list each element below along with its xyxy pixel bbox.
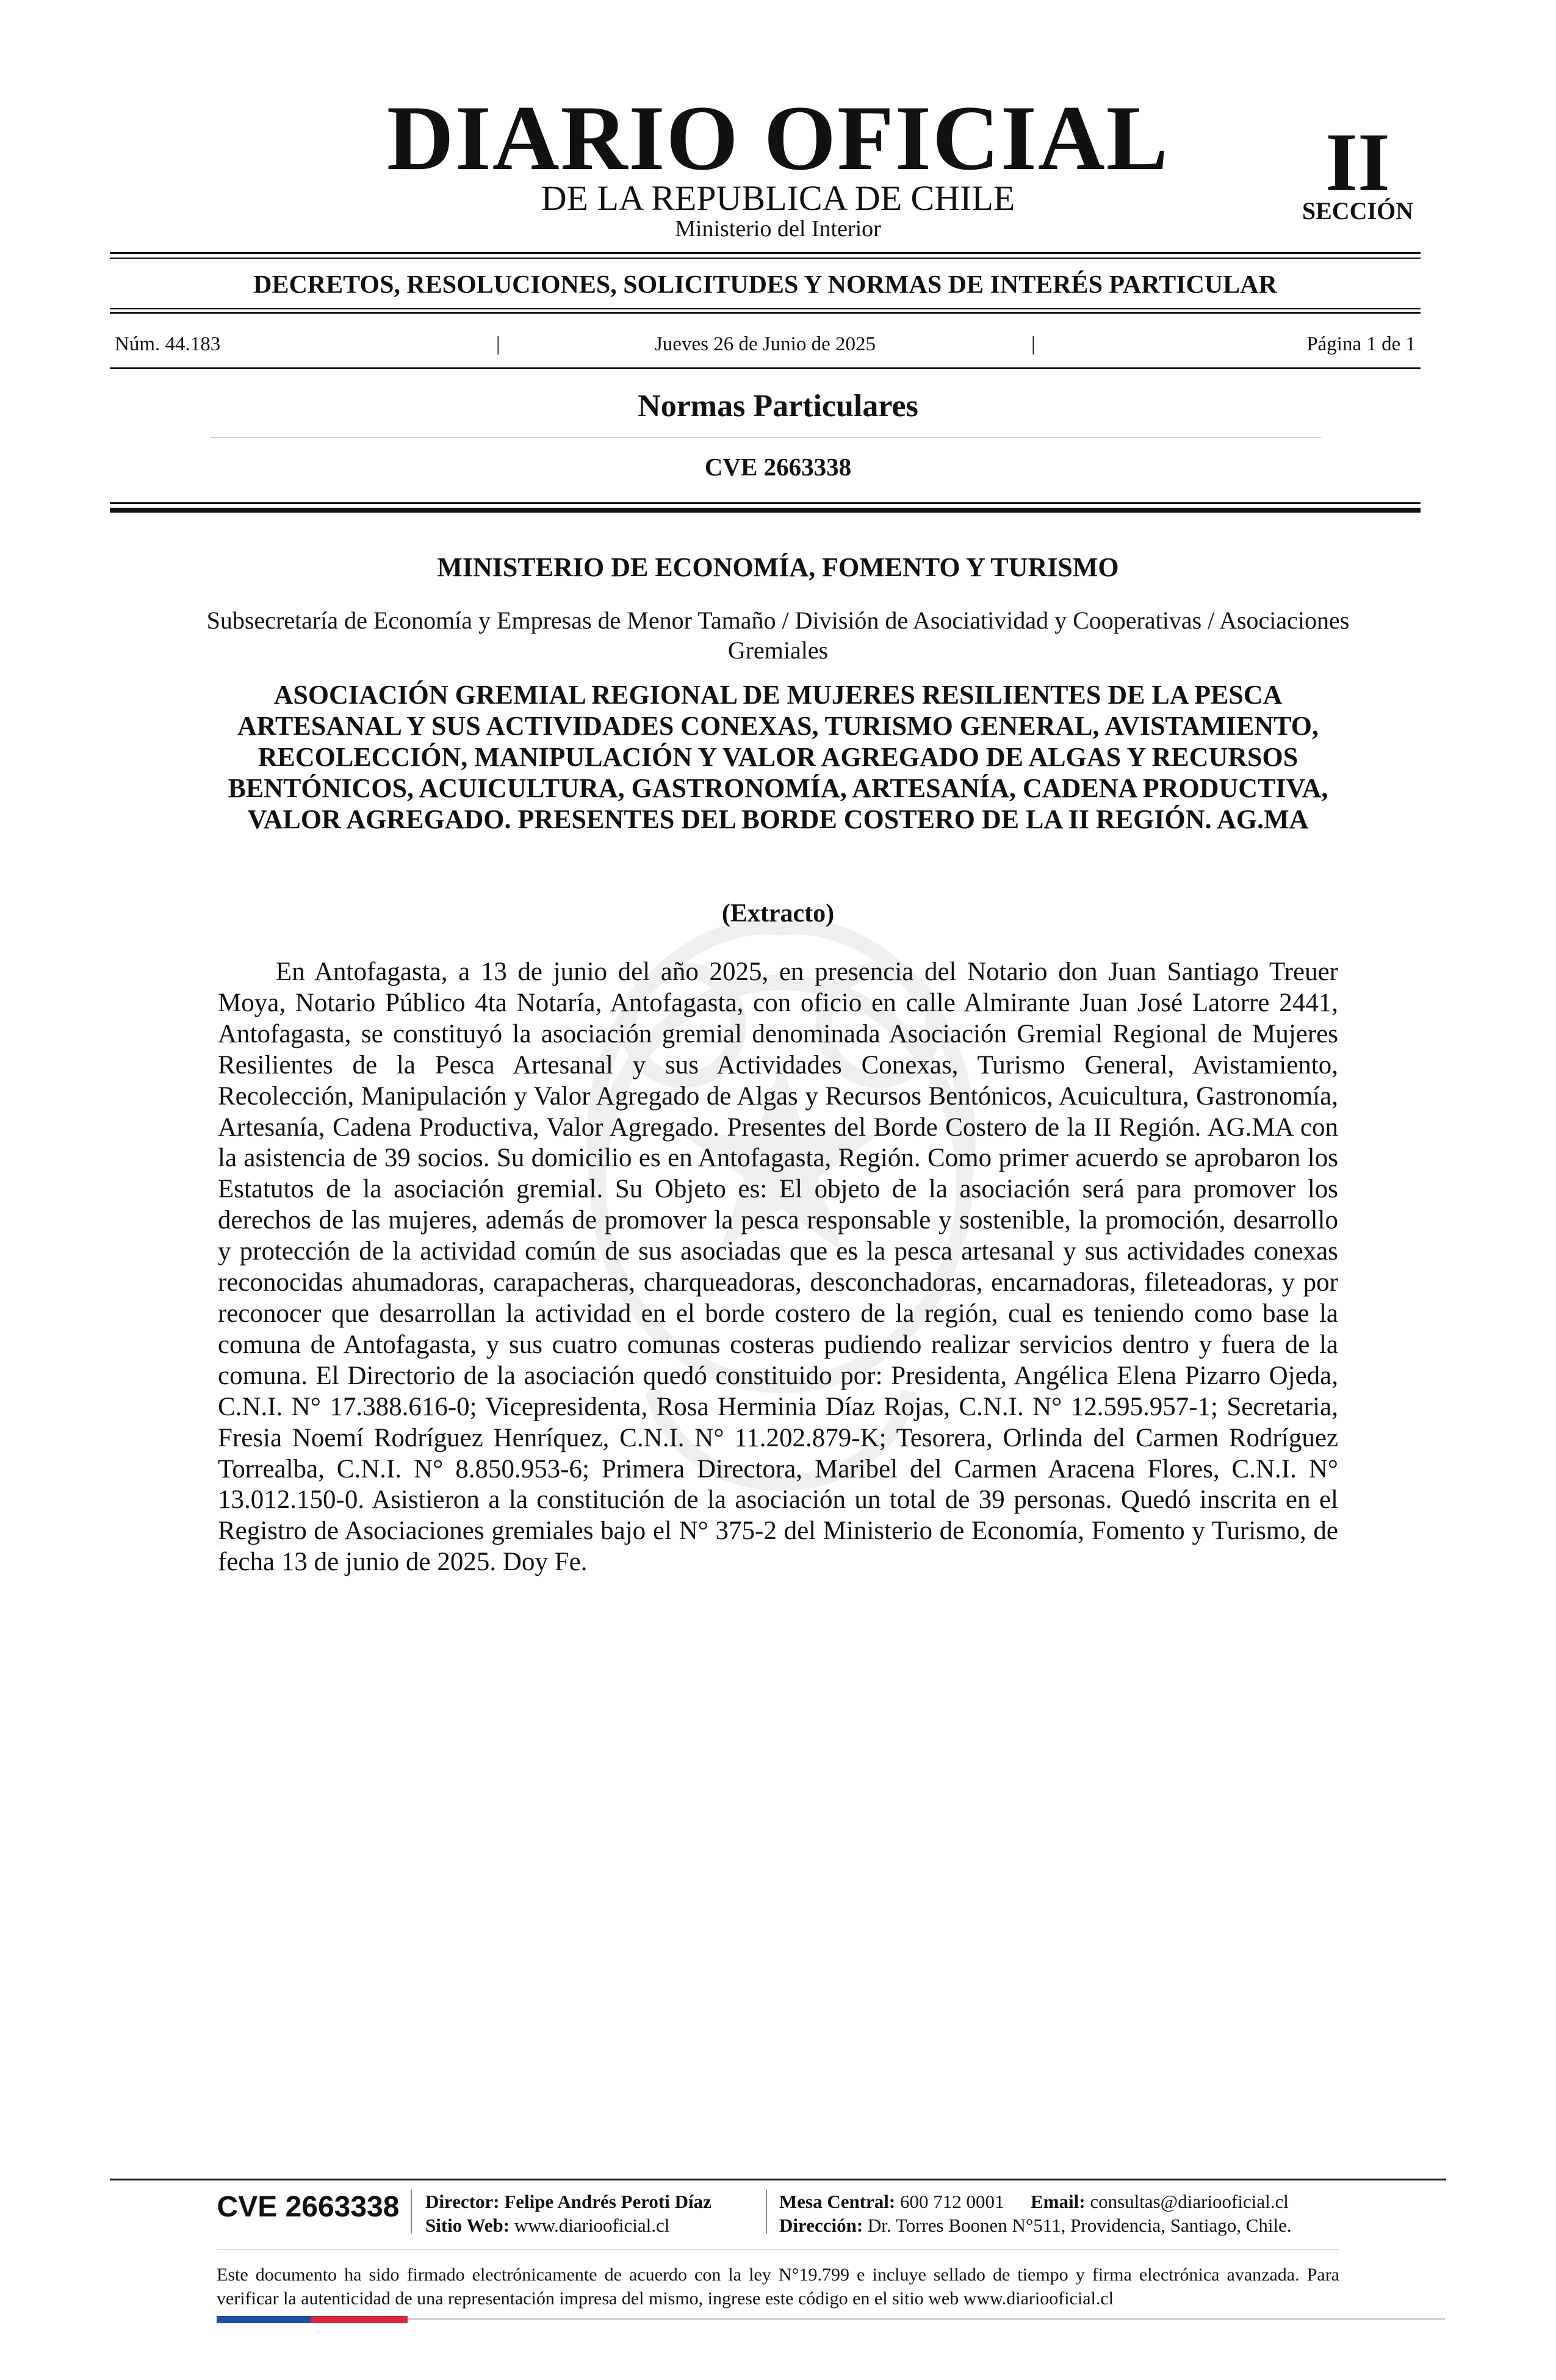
meta-bottom-rule	[110, 367, 1421, 369]
extract-label: (Extracto)	[721, 900, 835, 928]
extract-body: En Antofagasta, a 13 de junio del año 2025, en presencia del Notario don Juan Santiago Treuer Moya, Notario Público 4ta Notaría, Antofagasta, con oficio en calle Almirante Juan José Latorre 2441, Antofagasta, se constituyó la asociación gremial denominada Asociación Gremial Regional de Mujeres Resilientes de la Pesca Artesanal y sus Actividades Conexas, Turismo General, Avistamiento, Recolección, Manipulación y Valor Agregado de Algas y Recursos Bentónicos, Acuicultura, Gastronomía, Artesanía, Cadena Productiva, Valor Agregado. Presentes del Borde Costero de la II Región. AG.MA con la asistencia de 39 socios. Su domicilio es en Antofagasta, Región. Como primer acuerdo se aprobaron los Estatutos de la asociación gremial. Su Objeto es: El objeto de la asociación será para promover los derechos de las mujeres, además de promover la pesca responsable y sostenible, la promoción, desarrollo y protección de la actividad común de sus asociadas que es la pesca artesanal y sus actividades conexas reconocidas ahumadoras, carapacheras, charqueadoras, desconchadoras, encarnadoras, fileteadoras, y por reconocer que desarrollan la actividad en el borde costero de la región, cual es teniendo como base la comuna de Antofagasta, y sus cuatro comunas costeras pudiendo realizar servicios dentro y fuera de la comuna. El Directorio de la asociación quedó constituido por: Presidenta, Angélica Elena Pizarro Ojeda, C.N.I. N° 17.388.616-0; Vicepresidenta, Rosa Herminia Díaz Rojas, C.N.I. N° 12.595.957-1; Secretaria, Fresia Noemí Rodríguez Henríquez, C.N.I. N° 11.202.879-K; Tesorera, Orlinda del Carmen Rodríguez Torrealba, C.N.I. N° 8.850.953-6; Primera Directora, Maribel del Carmen Aracena Flores, C.N.I. N° 13.012.150-0. Asistieron a la constitución de la asociación un total de 39 personas. Quedó inscrita en el Registro de Asociaciones gremiales bajo el N° 375-2 del Ministerio de Economía, Fomento y Turismo, de fecha 13 de junio de 2025. Doy Fe.	[218, 957, 1338, 1577]
footer-cve-code: CVE 2663338	[217, 2191, 400, 2223]
cve-rule-thick	[110, 508, 1421, 513]
issue-date: Jueves 26 de Junio de 2025	[654, 333, 876, 355]
cve-rule-thin	[110, 502, 1421, 504]
issue-number: Núm. 44.183	[115, 333, 221, 355]
section-label: SECCIÓN	[1302, 197, 1414, 225]
footer-website	[425, 2213, 669, 2237]
cve-code: CVE 2663338	[704, 453, 852, 481]
flag-stripe-red	[311, 2316, 408, 2323]
footer-bottom-rule	[408, 2318, 1445, 2320]
top-rule	[110, 252, 1421, 254]
address-label: Dirección:	[779, 2215, 863, 2236]
footer-divider	[411, 2190, 412, 2234]
email-link[interactable]: consultas@diariooficial.cl	[1090, 2191, 1289, 2212]
section-heading: DECRETOS, RESOLUCIONES, SOLICITUDES Y NORMAS DE INTERÉS PARTICULAR	[253, 271, 1277, 299]
site-link[interactable]: www.diariooficial.cl	[514, 2215, 670, 2236]
page-indicator: Página 1 de 1	[1306, 333, 1416, 355]
footer-divider	[766, 2190, 767, 2234]
flag-stripe-blue	[217, 2316, 311, 2323]
rubric-divider	[211, 437, 1321, 438]
electronic-signature-disclaimer: Este documento ha sido firmado electrónicamente de acuerdo con la ley N°19.799 e incluye sellado de tiempo y firma electrónica avanzada. Para verificar la autenticidad de una representación impresa del mismo, ingrese este código en el sitio web www.diariooficial.cl	[217, 2265, 1339, 2309]
mesa-label: Mesa Central:	[779, 2191, 896, 2212]
heading-bottom-rule	[110, 308, 1421, 309]
mesa-phone: 600 712 0001	[900, 2191, 1004, 2212]
section-number: II	[1325, 117, 1390, 208]
top-rule-double	[110, 258, 1421, 259]
email-label: Email:	[1031, 2191, 1086, 2212]
heading-bottom-rule-double	[110, 312, 1421, 314]
footer-top-rule	[110, 2179, 1446, 2180]
footer-director	[425, 2190, 711, 2213]
director-label: Director:	[425, 2191, 500, 2212]
newspaper-title: DIARIO OFICIAL	[386, 87, 1170, 189]
association-title: ASOCIACIÓN GREMIAL REGIONAL DE MUJERES RESILIENTES DE LA PESCA ARTESANAL Y SUS ACTIVIDADES CONEXAS, TURISMO GENERAL, AVISTAMIENTO, RECOLECCIÓN, MANIPULACIÓN Y VALOR AGREGADO DE ALGAS Y RECURSOS BENTÓNICOS, ACUICULTURA, GASTRONOMÍA, ARTESANÍA, CADENA PRODUCTIVA, VALOR AGREGADO. PRESENTES DEL BORDE COSTERO DE LA II REGIÓN. AG.MA	[228, 680, 1328, 834]
site-label: Sitio Web:	[425, 2215, 510, 2236]
address-value: Dr. Torres Boonen N°511, Providencia, Santiago, Chile.	[867, 2215, 1292, 2236]
newspaper-subtitle: DE LA REPUBLICA DE CHILE	[541, 178, 1015, 218]
director-name: Felipe Andrés Peroti Díaz	[504, 2191, 711, 2212]
meta-separator: |	[496, 333, 500, 355]
ministry-heading: MINISTERIO DE ECONOMÍA, FOMENTO Y TURISMO	[437, 552, 1119, 582]
rubric-title: Normas Particulares	[638, 389, 918, 424]
meta-separator: |	[1031, 333, 1036, 355]
footer-contact	[779, 2190, 1289, 2213]
footer-address	[779, 2213, 1292, 2237]
masthead-ministry: Ministerio del Interior	[675, 216, 881, 242]
subsecretaria-line: Subsecretaría de Economía y Empresas de Menor Tamaño / División de Asociatividad y Cooperativas / Asociaciones Gremiales	[206, 607, 1350, 664]
